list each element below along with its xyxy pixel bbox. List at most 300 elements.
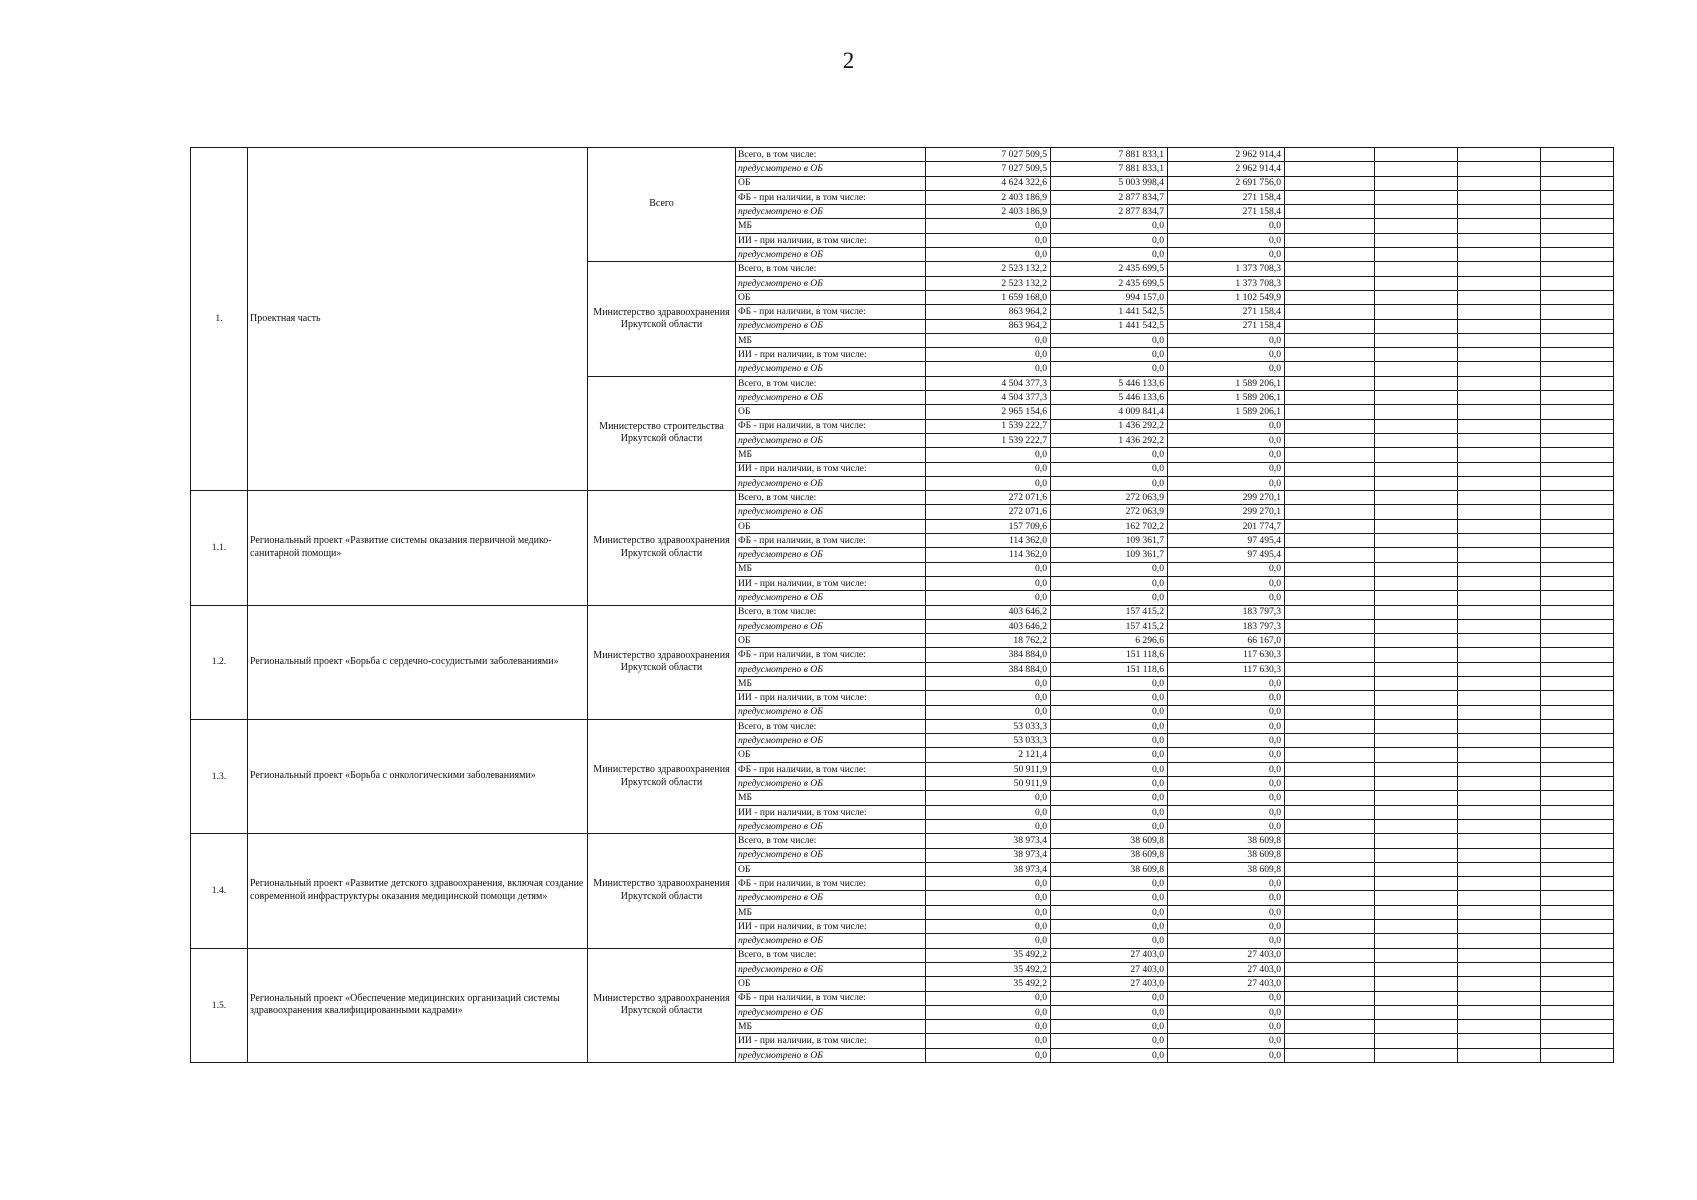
empty-cell	[1541, 605, 1614, 619]
value-year-2: 0,0	[1051, 891, 1168, 905]
empty-cell	[1375, 305, 1458, 319]
empty-cell	[1375, 519, 1458, 533]
value-year-1: 0,0	[926, 348, 1051, 362]
empty-cell	[1375, 734, 1458, 748]
value-year-2: 0,0	[1051, 719, 1168, 733]
empty-cell	[1375, 576, 1458, 590]
empty-cell	[1458, 948, 1541, 962]
value-year-3: 0,0	[1168, 1020, 1285, 1034]
empty-cell	[1375, 619, 1458, 633]
value-year-2: 0,0	[1051, 348, 1168, 362]
empty-cell	[1541, 734, 1614, 748]
empty-cell	[1285, 676, 1375, 690]
empty-cell	[1458, 934, 1541, 948]
value-year-3: 38 609,8	[1168, 834, 1285, 848]
empty-cell	[1285, 505, 1375, 519]
value-year-3: 0,0	[1168, 891, 1285, 905]
empty-cell	[1285, 862, 1375, 876]
row-number: 1.2.	[191, 605, 248, 719]
empty-cell	[1375, 891, 1458, 905]
empty-cell	[1375, 977, 1458, 991]
value-year-3: 0,0	[1168, 934, 1285, 948]
value-year-2: 109 361,7	[1051, 534, 1168, 548]
empty-cell	[1375, 591, 1458, 605]
value-year-1: 53 033,3	[926, 719, 1051, 733]
value-year-1: 0,0	[926, 448, 1051, 462]
table-row	[191, 834, 1614, 848]
funding-source-label: МБ	[736, 562, 926, 576]
empty-cell	[1375, 605, 1458, 619]
value-year-1: 38 973,4	[926, 862, 1051, 876]
empty-cell	[1541, 719, 1614, 733]
funding-source-label: Всего, в том числе:	[736, 148, 926, 162]
funding-source-label: предусмотрено в ОБ	[736, 505, 926, 519]
empty-cell	[1541, 519, 1614, 533]
funding-source-label: предусмотрено в ОБ	[736, 433, 926, 447]
value-year-2: 1 441 542,5	[1051, 305, 1168, 319]
table-row	[191, 605, 1614, 619]
value-year-3: 0,0	[1168, 433, 1285, 447]
empty-cell	[1285, 448, 1375, 462]
empty-cell	[1375, 205, 1458, 219]
value-year-3: 0,0	[1168, 333, 1285, 347]
empty-cell	[1541, 290, 1614, 304]
value-year-3: 27 403,0	[1168, 948, 1285, 962]
empty-cell	[1541, 219, 1614, 233]
funding-source-label: ОБ	[736, 176, 926, 190]
table-row	[191, 491, 1614, 505]
value-year-3: 0,0	[1168, 448, 1285, 462]
funding-source-label: МБ	[736, 333, 926, 347]
empty-cell	[1541, 920, 1614, 934]
value-year-2: 0,0	[1051, 777, 1168, 791]
empty-cell	[1541, 376, 1614, 390]
empty-cell	[1541, 1020, 1614, 1034]
value-year-3: 271 158,4	[1168, 190, 1285, 204]
value-year-3: 0,0	[1168, 805, 1285, 819]
value-year-1: 403 646,2	[926, 619, 1051, 633]
value-year-3: 0,0	[1168, 920, 1285, 934]
value-year-2: 5 446 133,6	[1051, 376, 1168, 390]
value-year-2: 38 609,8	[1051, 862, 1168, 876]
value-year-1: 0,0	[926, 1005, 1051, 1019]
empty-cell	[1541, 748, 1614, 762]
empty-cell	[1285, 962, 1375, 976]
empty-cell	[1458, 290, 1541, 304]
value-year-2: 0,0	[1051, 877, 1168, 891]
empty-cell	[1375, 462, 1458, 476]
value-year-3: 38 609,8	[1168, 862, 1285, 876]
empty-cell	[1541, 1048, 1614, 1062]
value-year-1: 35 492,2	[926, 977, 1051, 991]
value-year-1: 0,0	[926, 676, 1051, 690]
value-year-2: 0,0	[1051, 819, 1168, 833]
empty-cell	[1375, 319, 1458, 333]
value-year-3: 0,0	[1168, 576, 1285, 590]
empty-cell	[1375, 190, 1458, 204]
empty-cell	[1458, 691, 1541, 705]
value-year-3: 1 589 206,1	[1168, 405, 1285, 419]
empty-cell	[1541, 562, 1614, 576]
value-year-3: 0,0	[1168, 991, 1285, 1005]
funding-source-label: ФБ - при наличии, в том числе:	[736, 648, 926, 662]
empty-cell	[1375, 934, 1458, 948]
value-year-3: 2 962 914,4	[1168, 162, 1285, 176]
funding-source-label: предусмотрено в ОБ	[736, 476, 926, 490]
empty-cell	[1285, 734, 1375, 748]
value-year-3: 0,0	[1168, 462, 1285, 476]
empty-cell	[1285, 591, 1375, 605]
funding-source-label: ОБ	[736, 862, 926, 876]
empty-cell	[1458, 276, 1541, 290]
empty-cell	[1541, 634, 1614, 648]
value-year-1: 384 884,0	[926, 662, 1051, 676]
value-year-1: 7 027 509,5	[926, 162, 1051, 176]
value-year-3: 183 797,3	[1168, 619, 1285, 633]
value-year-3: 0,0	[1168, 562, 1285, 576]
executor-name: Министерство здравоохранения Иркутской области	[588, 262, 736, 376]
funding-source-label: ИИ - при наличии, в том числе:	[736, 920, 926, 934]
empty-cell	[1458, 576, 1541, 590]
value-year-1: 0,0	[926, 476, 1051, 490]
value-year-3: 0,0	[1168, 819, 1285, 833]
value-year-1: 18 762,2	[926, 634, 1051, 648]
empty-cell	[1541, 962, 1614, 976]
funding-source-label: предусмотрено в ОБ	[736, 1048, 926, 1062]
empty-cell	[1541, 877, 1614, 891]
table-row	[191, 948, 1614, 962]
empty-cell	[1458, 905, 1541, 919]
value-year-3: 38 609,8	[1168, 848, 1285, 862]
value-year-1: 0,0	[926, 934, 1051, 948]
value-year-1: 1 539 222,7	[926, 433, 1051, 447]
empty-cell	[1375, 877, 1458, 891]
empty-cell	[1285, 190, 1375, 204]
empty-cell	[1541, 905, 1614, 919]
empty-cell	[1458, 519, 1541, 533]
value-year-2: 109 361,7	[1051, 548, 1168, 562]
empty-cell	[1458, 662, 1541, 676]
value-year-1: 0,0	[926, 248, 1051, 262]
empty-cell	[1458, 534, 1541, 548]
value-year-3: 0,0	[1168, 476, 1285, 490]
value-year-1: 4 504 377,3	[926, 376, 1051, 390]
empty-cell	[1285, 1048, 1375, 1062]
value-year-1: 0,0	[926, 562, 1051, 576]
funding-source-label: предусмотрено в ОБ	[736, 819, 926, 833]
value-year-2: 27 403,0	[1051, 948, 1168, 962]
empty-cell	[1541, 891, 1614, 905]
value-year-1: 50 911,9	[926, 777, 1051, 791]
empty-cell	[1285, 248, 1375, 262]
empty-cell	[1285, 634, 1375, 648]
value-year-3: 0,0	[1168, 362, 1285, 376]
empty-cell	[1458, 205, 1541, 219]
value-year-1: 0,0	[926, 819, 1051, 833]
empty-cell	[1285, 548, 1375, 562]
value-year-3: 27 403,0	[1168, 977, 1285, 991]
value-year-1: 4 504 377,3	[926, 391, 1051, 405]
executor-name: Министерство здравоохранения Иркутской области	[588, 948, 736, 1062]
empty-cell	[1375, 448, 1458, 462]
value-year-2: 0,0	[1051, 576, 1168, 590]
value-year-3: 0,0	[1168, 877, 1285, 891]
value-year-2: 0,0	[1051, 805, 1168, 819]
value-year-2: 7 881 833,1	[1051, 162, 1168, 176]
empty-cell	[1541, 619, 1614, 633]
funding-source-label: ИИ - при наличии, в том числе:	[736, 233, 926, 247]
value-year-2: 272 063,9	[1051, 491, 1168, 505]
empty-cell	[1375, 348, 1458, 362]
empty-cell	[1541, 233, 1614, 247]
empty-cell	[1541, 190, 1614, 204]
empty-cell	[1285, 491, 1375, 505]
empty-cell	[1541, 591, 1614, 605]
empty-cell	[1285, 691, 1375, 705]
empty-cell	[1285, 476, 1375, 490]
empty-cell	[1285, 848, 1375, 862]
empty-cell	[1458, 777, 1541, 791]
value-year-1: 0,0	[926, 920, 1051, 934]
empty-cell	[1285, 719, 1375, 733]
funding-source-label: предусмотрено в ОБ	[736, 205, 926, 219]
empty-cell	[1285, 576, 1375, 590]
value-year-3: 0,0	[1168, 591, 1285, 605]
empty-cell	[1375, 419, 1458, 433]
empty-cell	[1458, 862, 1541, 876]
value-year-1: 0,0	[926, 591, 1051, 605]
value-year-1: 1 659 168,0	[926, 290, 1051, 304]
value-year-3: 0,0	[1168, 777, 1285, 791]
value-year-1: 0,0	[926, 805, 1051, 819]
value-year-3: 0,0	[1168, 676, 1285, 690]
value-year-1: 272 071,6	[926, 491, 1051, 505]
empty-cell	[1541, 433, 1614, 447]
empty-cell	[1375, 1034, 1458, 1048]
value-year-1: 50 911,9	[926, 762, 1051, 776]
funding-source-label: ОБ	[736, 634, 926, 648]
empty-cell	[1541, 762, 1614, 776]
project-name: Региональный проект «Обеспечение медицинских организаций системы здравоохранения квалифицированными кадрами»	[248, 948, 588, 1062]
empty-cell	[1375, 962, 1458, 976]
empty-cell	[1458, 476, 1541, 490]
value-year-2: 162 702,2	[1051, 519, 1168, 533]
empty-cell	[1458, 433, 1541, 447]
empty-cell	[1375, 219, 1458, 233]
value-year-2: 1 436 292,2	[1051, 419, 1168, 433]
empty-cell	[1458, 819, 1541, 833]
funding-source-label: ОБ	[736, 977, 926, 991]
value-year-3: 1 589 206,1	[1168, 391, 1285, 405]
empty-cell	[1285, 233, 1375, 247]
empty-cell	[1458, 319, 1541, 333]
value-year-1: 0,0	[926, 1048, 1051, 1062]
value-year-1: 114 362,0	[926, 548, 1051, 562]
value-year-3: 183 797,3	[1168, 605, 1285, 619]
funding-source-label: Всего, в том числе:	[736, 834, 926, 848]
funding-source-label: ИИ - при наличии, в том числе:	[736, 576, 926, 590]
empty-cell	[1541, 991, 1614, 1005]
funding-source-label: Всего, в том числе:	[736, 262, 926, 276]
empty-cell	[1375, 777, 1458, 791]
empty-cell	[1375, 819, 1458, 833]
empty-cell	[1375, 748, 1458, 762]
funding-source-label: предусмотрено в ОБ	[736, 1005, 926, 1019]
empty-cell	[1541, 248, 1614, 262]
funding-source-label: предусмотрено в ОБ	[736, 276, 926, 290]
empty-cell	[1541, 676, 1614, 690]
value-year-1: 403 646,2	[926, 605, 1051, 619]
empty-cell	[1541, 391, 1614, 405]
empty-cell	[1375, 362, 1458, 376]
empty-cell	[1375, 648, 1458, 662]
row-number: 1.	[191, 148, 248, 491]
empty-cell	[1541, 276, 1614, 290]
empty-cell	[1375, 176, 1458, 190]
value-year-3: 97 495,4	[1168, 534, 1285, 548]
empty-cell	[1458, 505, 1541, 519]
empty-cell	[1458, 333, 1541, 347]
funding-source-label: ИИ - при наличии, в том числе:	[736, 462, 926, 476]
empty-cell	[1285, 891, 1375, 905]
empty-cell	[1541, 576, 1614, 590]
empty-cell	[1458, 648, 1541, 662]
value-year-2: 0,0	[1051, 1005, 1168, 1019]
empty-cell	[1375, 333, 1458, 347]
project-name: Региональный проект «Развитие детского здравоохранения, включая создание современной инфраструктуры оказания медицинской помощи детям»	[248, 834, 588, 948]
value-year-2: 0,0	[1051, 362, 1168, 376]
value-year-1: 157 709,6	[926, 519, 1051, 533]
empty-cell	[1458, 462, 1541, 476]
empty-cell	[1458, 591, 1541, 605]
funding-source-label: предусмотрено в ОБ	[736, 619, 926, 633]
value-year-3: 0,0	[1168, 719, 1285, 733]
empty-cell	[1285, 305, 1375, 319]
empty-cell	[1375, 634, 1458, 648]
empty-cell	[1285, 333, 1375, 347]
value-year-3: 299 270,1	[1168, 505, 1285, 519]
funding-source-label: предусмотрено в ОБ	[736, 848, 926, 862]
empty-cell	[1541, 476, 1614, 490]
empty-cell	[1375, 391, 1458, 405]
value-year-2: 6 296,6	[1051, 634, 1168, 648]
funding-source-label: предусмотрено в ОБ	[736, 391, 926, 405]
funding-source-label: предусмотрено в ОБ	[736, 662, 926, 676]
empty-cell	[1375, 290, 1458, 304]
value-year-3: 271 158,4	[1168, 205, 1285, 219]
funding-source-label: предусмотрено в ОБ	[736, 777, 926, 791]
funding-source-label: МБ	[736, 905, 926, 919]
funding-source-label: ФБ - при наличии, в том числе:	[736, 190, 926, 204]
value-year-1: 2 403 186,9	[926, 190, 1051, 204]
value-year-2: 0,0	[1051, 248, 1168, 262]
funding-source-label: ОБ	[736, 405, 926, 419]
empty-cell	[1458, 248, 1541, 262]
empty-cell	[1541, 162, 1614, 176]
empty-cell	[1285, 1020, 1375, 1034]
empty-cell	[1458, 190, 1541, 204]
funding-source-label: ОБ	[736, 290, 926, 304]
funding-source-label: МБ	[736, 791, 926, 805]
empty-cell	[1458, 719, 1541, 733]
value-year-2: 0,0	[1051, 934, 1168, 948]
empty-cell	[1541, 262, 1614, 276]
project-name: Проектная часть	[248, 148, 588, 491]
value-year-1: 53 033,3	[926, 734, 1051, 748]
value-year-2: 0,0	[1051, 676, 1168, 690]
value-year-1: 0,0	[926, 691, 1051, 705]
empty-cell	[1541, 419, 1614, 433]
funding-source-label: Всего, в том числе:	[736, 605, 926, 619]
value-year-3: 1 102 549,9	[1168, 290, 1285, 304]
empty-cell	[1375, 162, 1458, 176]
value-year-1: 863 964,2	[926, 305, 1051, 319]
row-number: 1.4.	[191, 834, 248, 948]
empty-cell	[1375, 691, 1458, 705]
value-year-2: 0,0	[1051, 476, 1168, 490]
value-year-3: 0,0	[1168, 905, 1285, 919]
empty-cell	[1375, 676, 1458, 690]
funding-source-label: ИИ - при наличии, в том числе:	[736, 348, 926, 362]
empty-cell	[1285, 905, 1375, 919]
empty-cell	[1541, 805, 1614, 819]
empty-cell	[1375, 248, 1458, 262]
value-year-1: 0,0	[926, 1034, 1051, 1048]
funding-source-label: предусмотрено в ОБ	[736, 319, 926, 333]
empty-cell	[1285, 562, 1375, 576]
empty-cell	[1375, 505, 1458, 519]
executor-name: Министерство здравоохранения Иркутской области	[588, 834, 736, 948]
value-year-1: 272 071,6	[926, 505, 1051, 519]
empty-cell	[1458, 734, 1541, 748]
empty-cell	[1375, 1048, 1458, 1062]
empty-cell	[1285, 176, 1375, 190]
value-year-2: 27 403,0	[1051, 977, 1168, 991]
value-year-2: 0,0	[1051, 734, 1168, 748]
empty-cell	[1541, 505, 1614, 519]
empty-cell	[1285, 605, 1375, 619]
empty-cell	[1458, 605, 1541, 619]
empty-cell	[1375, 433, 1458, 447]
empty-cell	[1285, 648, 1375, 662]
empty-cell	[1541, 862, 1614, 876]
value-year-2: 0,0	[1051, 748, 1168, 762]
empty-cell	[1285, 362, 1375, 376]
empty-cell	[1285, 948, 1375, 962]
value-year-3: 66 167,0	[1168, 634, 1285, 648]
empty-cell	[1541, 348, 1614, 362]
funding-source-label: ФБ - при наличии, в том числе:	[736, 991, 926, 1005]
value-year-1: 38 973,4	[926, 848, 1051, 862]
value-year-1: 4 624 322,6	[926, 176, 1051, 190]
empty-cell	[1541, 705, 1614, 719]
value-year-2: 5 446 133,6	[1051, 391, 1168, 405]
empty-cell	[1285, 419, 1375, 433]
funding-source-label: ИИ - при наличии, в том числе:	[736, 691, 926, 705]
value-year-3: 0,0	[1168, 705, 1285, 719]
value-year-1: 0,0	[926, 219, 1051, 233]
value-year-2: 0,0	[1051, 333, 1168, 347]
value-year-1: 2 965 154,6	[926, 405, 1051, 419]
empty-cell	[1541, 848, 1614, 862]
funding-source-label: МБ	[736, 448, 926, 462]
empty-cell	[1285, 276, 1375, 290]
empty-cell	[1458, 1048, 1541, 1062]
empty-cell	[1285, 705, 1375, 719]
empty-cell	[1375, 905, 1458, 919]
empty-cell	[1541, 176, 1614, 190]
empty-cell	[1458, 176, 1541, 190]
